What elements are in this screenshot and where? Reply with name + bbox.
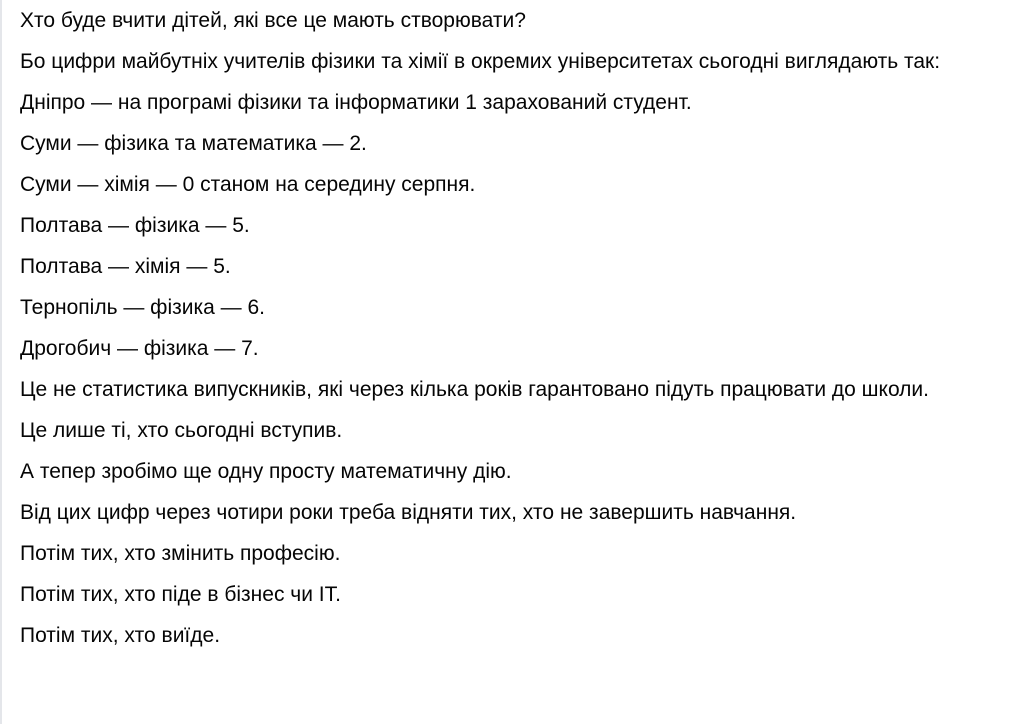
post-paragraph: Від цих цифр через чотири роки треба відняти тих, хто не завершить навчання. [20,501,797,524]
post-paragraph: Полтава — фізика — 5. [20,214,250,237]
post-paragraph: А тепер зробімо ще одну просту математичну дію. [20,460,512,483]
post-paragraph: Дрогобич — фізика — 7. [20,337,259,360]
post-paragraph: Хто буде вчити дітей, які все це мають створювати? [20,9,526,32]
post-paragraph: Бо цифри майбутніх учителів фізики та хімії в окремих університетах сьогодні виглядають так: [20,50,941,73]
post-paragraph: Дніпро — на програмі фізики та інформатики 1 зарахований студент. [20,91,692,114]
post-paragraph: Суми — фізика та математика — 2. [20,132,367,155]
post-paragraph: Потім тих, хто піде в бізнес чи IT. [20,583,341,606]
post-paragraph: Полтава — хімія — 5. [20,255,231,278]
post-paragraph: Потім тих, хто виїде. [20,624,221,647]
post-paragraph: Потім тих, хто змінить професію. [20,542,341,565]
post-paragraph: Тернопіль — фізика — 6. [20,296,265,319]
post-paragraph: Це лише ті, хто сьогодні вступив. [20,419,343,442]
post-paragraph: Суми — хімія — 0 станом на середину серпня. [20,173,476,196]
post-paragraph: Це не статистика випускників, які через кілька років гарантовано підуть працювати до школи. [20,378,929,401]
